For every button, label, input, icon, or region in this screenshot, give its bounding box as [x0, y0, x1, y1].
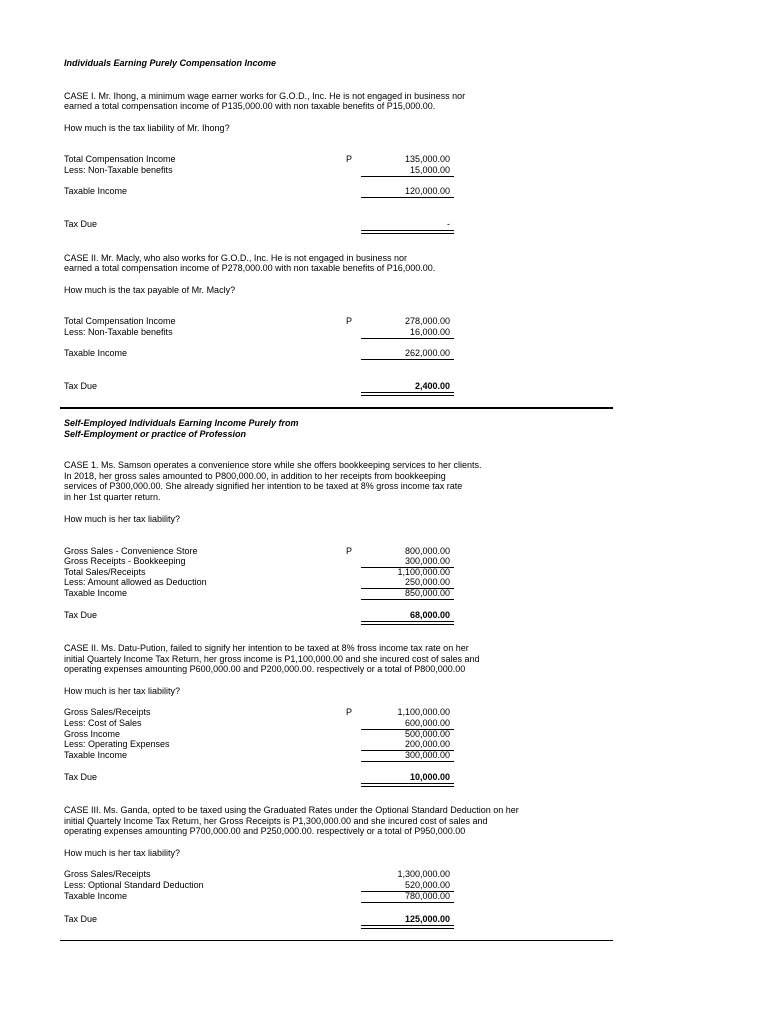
row-amount: 600,000.00 [404, 718, 450, 728]
currency-symbol: P [346, 546, 353, 556]
row-amount: 278,000.00 [404, 316, 450, 326]
row-label: Tax Due [64, 772, 98, 782]
row-label: Less: Optional Standard Deduction [64, 880, 204, 890]
row-amount: 500,000.00 [404, 729, 450, 739]
row-label: Less: Amount allowed as Deduction [64, 577, 207, 587]
case2-text-line1: CASE II. Mr. Macly, who also works for G.O.D., Inc. He is not engaged in business nor [64, 253, 407, 263]
s2-case1-line: in her 1st quarter return. [64, 492, 161, 502]
section-heading-compensation: Individuals Earning Purely Compensation Income [64, 58, 277, 68]
s2-case3-line: CASE III. Ms. Ganda, opted to be taxed using the Graduated Rates under the Optional Standard Deduction on her [64, 805, 519, 815]
section-divider [60, 940, 613, 941]
row-label: Tax Due [64, 610, 98, 620]
row-amount: 520,000.00 [404, 880, 450, 890]
row-label: Gross Sales - Convenience Store [64, 546, 198, 556]
s2-case2-line: initial Quartely Income Tax Return, her gross income is P1,100,000.00 and she incured cost of sales and [64, 654, 480, 664]
row-amount: 135,000.00 [404, 154, 450, 164]
row-amount: 15,000.00 [409, 165, 450, 175]
row-label: Taxable Income [64, 588, 128, 598]
s2-case1-line: services of P300,000.00. She already signified her intention to be taxed at 8% gross income tax rate [64, 481, 463, 491]
s2-case3-line: initial Quartely Income Tax Return, her Gross Receipts is P1,300,000.00 and she incured cost of sales and [64, 816, 488, 826]
row-label: Gross Sales/Receipts [64, 869, 151, 879]
row-label: Tax Due [64, 381, 98, 391]
double-underline [361, 392, 454, 396]
underline [361, 359, 454, 360]
section-divider [60, 407, 613, 409]
row-amount: 850,000.00 [404, 588, 450, 598]
currency-symbol: P [346, 316, 353, 326]
s2-case1-question: How much is her tax liability? [64, 514, 181, 524]
double-underline [361, 925, 454, 929]
underline [361, 902, 454, 903]
row-label: Taxable Income [64, 186, 128, 196]
row-amount: 300,000.00 [404, 750, 450, 760]
case2-question: How much is the tax payable of Mr. Macly? [64, 285, 236, 295]
row-label: Tax Due [64, 219, 98, 229]
row-amount: 1,300,000.00 [397, 869, 450, 879]
tax-due-amount: 2,400.00 [414, 381, 450, 391]
case1-question: How much is the tax liability of Mr. Ihong? [64, 123, 230, 133]
tax-due-amount: 125,000.00 [404, 914, 450, 924]
row-amount: 262,000.00 [404, 348, 450, 358]
row-amount: 120,000.00 [404, 186, 450, 196]
tax-due-amount: 68,000.00 [409, 610, 450, 620]
tax-due-amount: 10,000.00 [409, 772, 450, 782]
row-label: Gross Sales/Receipts [64, 707, 151, 717]
section-heading-self-employed-line2: Self-Employment or practice of Profession [64, 429, 247, 439]
tax-due-amount: - [447, 219, 450, 229]
row-amount: 250,000.00 [404, 577, 450, 587]
s2-case2-question: How much is her tax liability? [64, 686, 181, 696]
row-amount: 1,100,000.00 [397, 567, 450, 577]
s2-case2-line: operating expenses amounting P600,000.00 and P200,000.00. respectively or a total of P800,000.00 [64, 664, 466, 674]
row-label: Total Compensation Income [64, 316, 176, 326]
row-label: Less: Cost of Sales [64, 718, 142, 728]
row-amount: 16,000.00 [409, 327, 450, 337]
s2-case1-line: In 2018, her gross sales amounted to P800,000.00, in addition to her receipts from bookkeeping [64, 471, 446, 481]
row-amount: 1,100,000.00 [397, 707, 450, 717]
s2-case2-line: CASE II. Ms. Datu-Pution, failed to signify her intention to be taxed at 8% fross income tax rate on her [64, 643, 469, 653]
row-label: Gross Income [64, 729, 121, 739]
row-label: Less: Non-Taxable benefits [64, 327, 173, 337]
row-amount: 800,000.00 [404, 546, 450, 556]
row-amount: 780,000.00 [404, 891, 450, 901]
row-label: Gross Receipts - Bookkeeping [64, 556, 186, 566]
row-label: Total Sales/Receipts [64, 567, 146, 577]
double-underline [361, 230, 454, 234]
underline [361, 197, 454, 198]
row-label: Total Compensation Income [64, 154, 176, 164]
case1-text-line1: CASE I. Mr. Ihong, a minimum wage earner works for G.O.D., Inc. He is not engaged in business nor [64, 91, 466, 101]
case2-text-line2: earned a total compensation income of P278,000.00 with non taxable benefits of P16,000.00. [64, 263, 436, 273]
row-label: Taxable Income [64, 891, 128, 901]
double-underline [361, 621, 454, 625]
case1-text-line2: earned a total compensation income of P135,000.00 with non taxable benefits of P15,000.00. [64, 101, 436, 111]
underline [361, 338, 454, 339]
double-underline [361, 783, 454, 787]
currency-symbol: P [346, 707, 353, 717]
row-label: Taxable Income [64, 348, 128, 358]
row-label: Tax Due [64, 914, 98, 924]
row-amount: 300,000.00 [404, 556, 450, 566]
s2-case1-line: CASE 1. Ms. Samson operates a convenience store while she offers bookkeeping services to her clients. [64, 460, 482, 470]
row-label: Less: Operating Expenses [64, 739, 170, 749]
currency-symbol: P [346, 154, 353, 164]
row-label: Taxable Income [64, 750, 128, 760]
underline [361, 761, 454, 762]
s2-case3-question: How much is her tax liability? [64, 848, 181, 858]
underline [361, 176, 454, 177]
underline [361, 599, 454, 600]
section-heading-self-employed-line1: Self-Employed Individuals Earning Income Purely from [64, 418, 299, 428]
row-amount: 200,000.00 [404, 739, 450, 749]
row-label: Less: Non-Taxable benefits [64, 165, 173, 175]
s2-case3-line: operating expenses amounting P700,000.00 and P250,000.00. respectively or a total of P950,000.00 [64, 826, 466, 836]
